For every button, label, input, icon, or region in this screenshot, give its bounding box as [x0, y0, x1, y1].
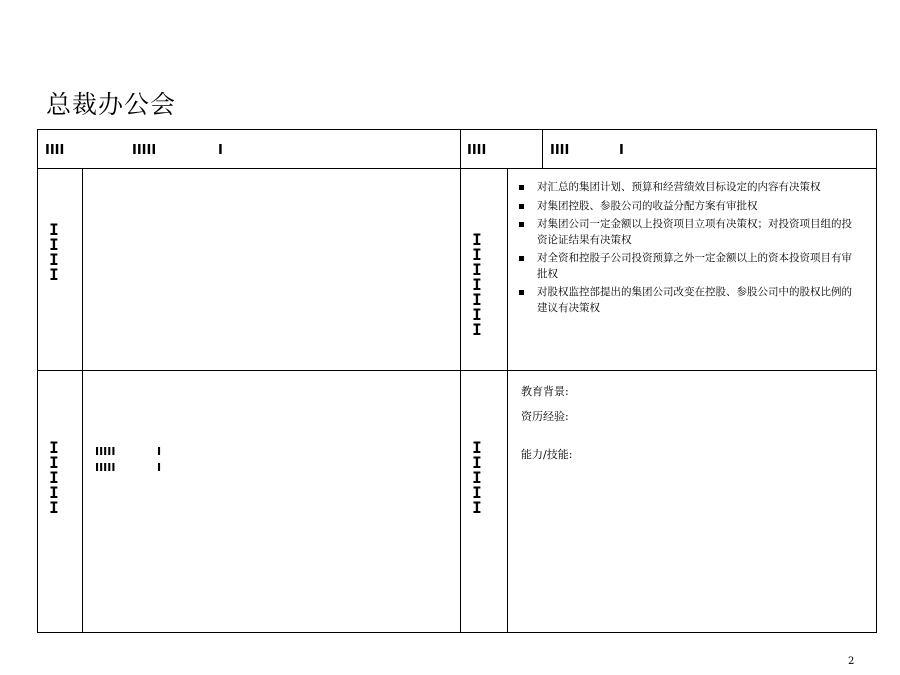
list-item: 对集团公司一定金额以上投资项目立项有决策权；对投资项目组的投资论证结果有决策权	[517, 217, 862, 248]
header-department-label: IIII	[467, 143, 487, 158]
header-department-mark: I	[619, 143, 624, 158]
table-border-right	[876, 129, 877, 633]
bullet-square-icon	[519, 256, 524, 261]
list-item: 对汇总的集团计划、预算和经营绩效目标设定的内容有决策权	[517, 180, 862, 196]
bullet-square-icon	[519, 185, 524, 190]
member-count: I	[157, 445, 162, 458]
header-divider	[37, 168, 877, 169]
row1-left-label: IIII	[49, 220, 59, 284]
table-border-top	[37, 129, 877, 130]
row-divider	[37, 370, 877, 371]
row2-right-label: IIIII	[472, 438, 482, 517]
list-item: 对股权监控部提出的集团公司改变在控股、参股公司中的股权比例的建议有决策权	[517, 285, 862, 316]
experience-label: 资历经验:	[521, 410, 569, 423]
header-position-value: IIIII	[132, 143, 157, 158]
list-item: 对全资和控股子公司投资预算之外一定金额以上的资本投资项目有审批权	[517, 251, 862, 282]
bullet-square-icon	[519, 290, 524, 295]
label-column-divider-left	[82, 168, 83, 633]
list-item: 对集团控股、参股公司的收益分配方案有审批权	[517, 199, 862, 215]
table-border-bottom	[37, 632, 877, 633]
page-number: 2	[848, 656, 855, 667]
header-department-value: IIII	[550, 143, 570, 158]
page-title: 总裁办公会	[46, 90, 177, 119]
education-label: 教育背景:	[521, 385, 569, 398]
bullet-square-icon	[519, 222, 524, 227]
header-position-mark: I	[218, 143, 223, 158]
row1-right-label: IIIIIII	[472, 230, 482, 339]
skills-label: 能力/技能:	[521, 448, 573, 461]
header-position-label: IIII	[45, 143, 65, 158]
center-divider	[460, 129, 461, 633]
member-name: IIIII	[95, 445, 116, 458]
label-column-divider-right	[507, 168, 508, 633]
member-name: IIIII	[95, 461, 116, 474]
table-border-left	[37, 129, 38, 633]
bullet-square-icon	[519, 204, 524, 209]
member-count: I	[157, 461, 162, 474]
row2-left-label: IIIII	[49, 438, 59, 517]
header-divider-right	[542, 129, 543, 169]
responsibility-list	[517, 180, 862, 319]
